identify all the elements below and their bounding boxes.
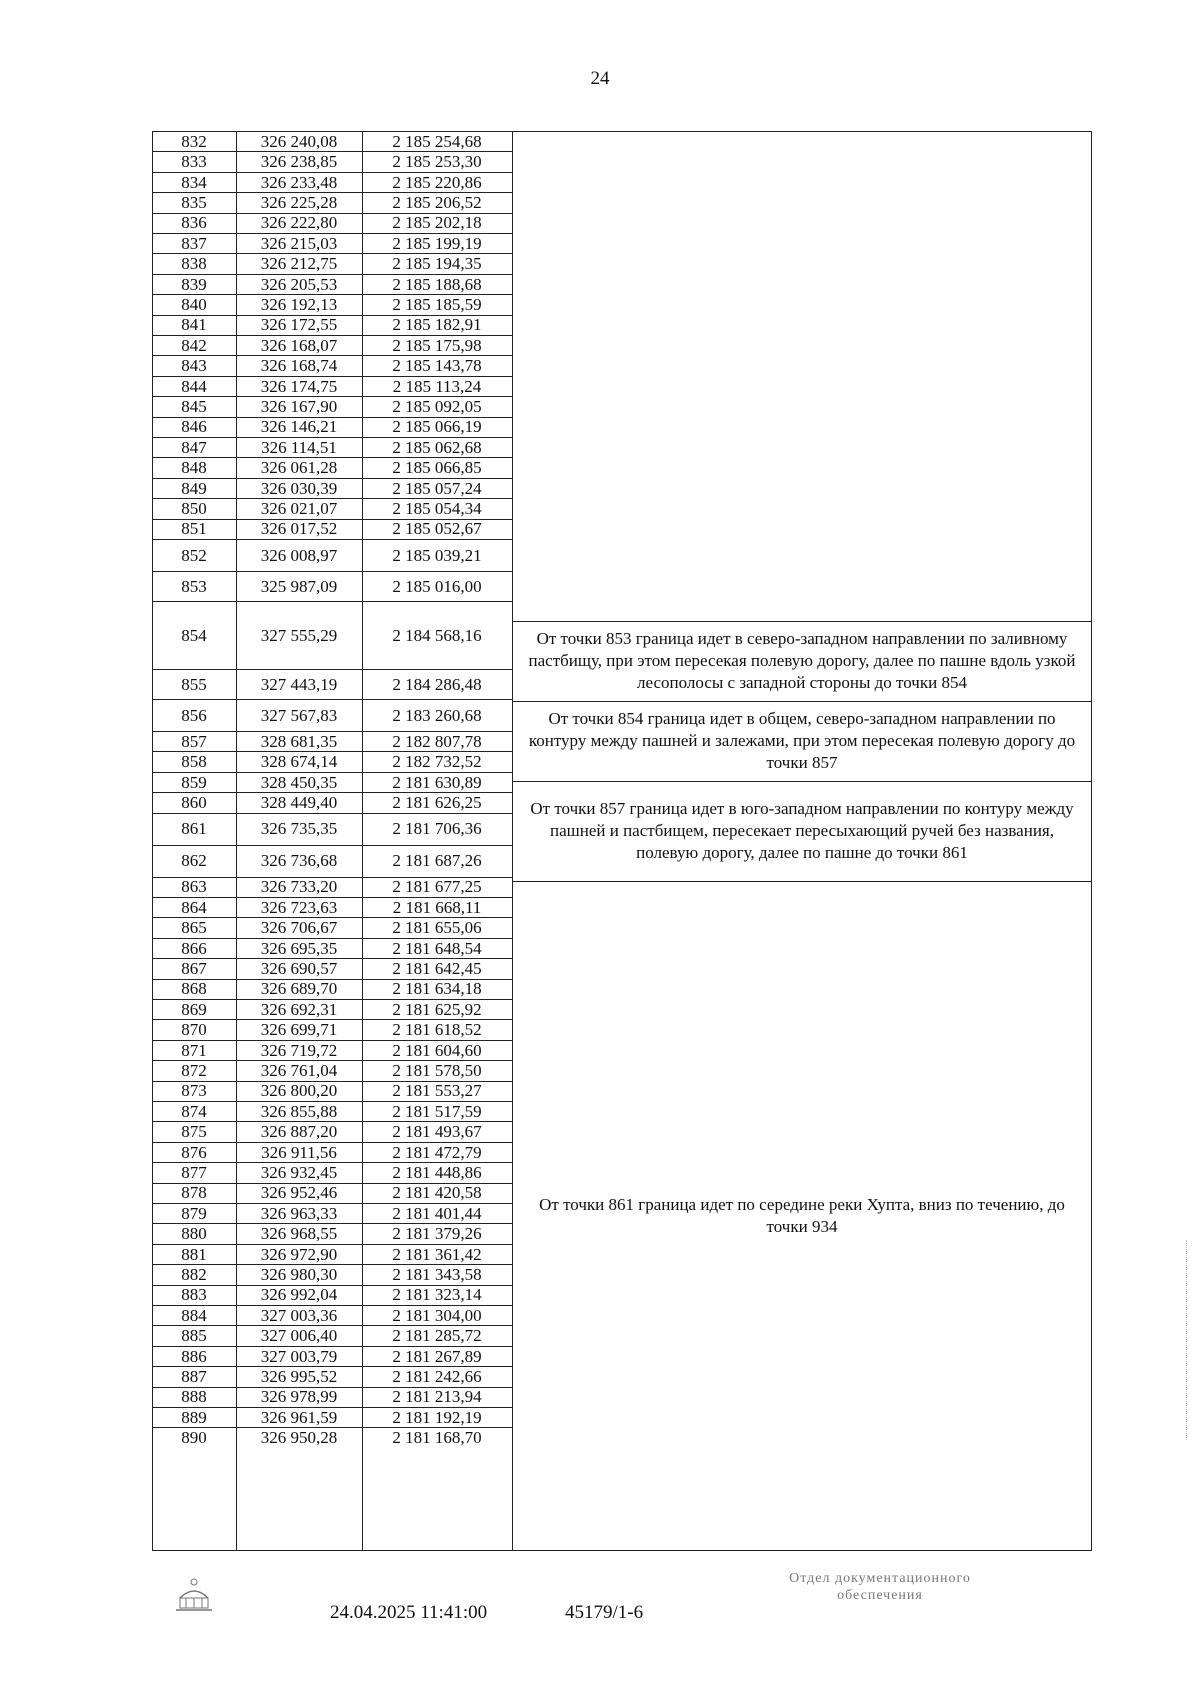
coordinate-y: 2 185 016,00 [392, 576, 482, 596]
point-number: 863 [181, 877, 207, 897]
coordinate-y: 2 181 677,25 [392, 877, 482, 897]
description-861-934: От точки 861 граница идет по середине реки Хупта, вниз по течению, до точки 934 [539, 1194, 1065, 1236]
table-row [152, 355, 512, 375]
table-row [152, 1305, 512, 1325]
coordinate-x: 326 689,70 [260, 979, 338, 999]
coordinate-y: 2 185 062,68 [392, 437, 482, 457]
point-number: 871 [181, 1040, 207, 1060]
point-number: 853 [181, 576, 207, 596]
coordinate-x: 326 061,28 [260, 458, 338, 478]
point-number: 887 [181, 1366, 207, 1386]
coordinate-y: 2 181 668,11 [392, 897, 482, 917]
coordinate-x: 326 855,88 [260, 1101, 338, 1121]
coordinate-x: 326 887,20 [260, 1122, 338, 1142]
coordinate-x: 326 692,31 [260, 999, 338, 1019]
point-number: 879 [181, 1203, 207, 1223]
table-row [152, 1285, 512, 1305]
coordinate-x: 326 192,13 [260, 294, 338, 314]
point-number: 865 [181, 918, 207, 938]
coordinate-y: 2 181 630,89 [392, 772, 482, 792]
point-number: 848 [181, 458, 207, 478]
point-number: 850 [181, 498, 207, 518]
coordinate-x: 326 706,67 [260, 918, 338, 938]
coordinate-y: 2 181 304,00 [392, 1305, 482, 1325]
coordinate-x: 326 215,03 [260, 233, 338, 253]
point-number: 854 [181, 625, 207, 645]
coordinate-y: 2 181 517,59 [392, 1101, 482, 1121]
table-row [152, 938, 512, 958]
point-number: 839 [181, 274, 207, 294]
point-number: 869 [181, 999, 207, 1019]
point-number: 881 [181, 1244, 207, 1264]
coordinate-y: 2 181 401,44 [392, 1203, 482, 1223]
table-row [152, 999, 512, 1019]
table-row [152, 192, 512, 212]
coordinate-y: 2 181 706,36 [392, 819, 482, 839]
coordinate-x: 326 695,35 [260, 938, 338, 958]
coordinate-x: 326 995,52 [260, 1366, 338, 1386]
table-row [152, 1060, 512, 1080]
coordinate-x: 326 168,07 [260, 335, 338, 355]
coordinate-x: 326 225,28 [260, 192, 338, 212]
point-number: 877 [181, 1162, 207, 1182]
coordinate-y: 2 185 206,52 [392, 192, 482, 212]
table-row [152, 1081, 512, 1101]
coordinate-y: 2 185 113,24 [392, 376, 482, 396]
point-number: 885 [181, 1326, 207, 1346]
coordinate-x: 326 972,90 [260, 1244, 338, 1264]
point-number: 861 [181, 819, 207, 839]
point-number: 883 [181, 1285, 207, 1305]
point-number: 875 [181, 1122, 207, 1142]
coordinate-x: 326 212,75 [260, 254, 338, 274]
coordinate-y: 2 185 066,85 [392, 458, 482, 478]
coordinate-x: 327 567,83 [260, 705, 338, 725]
coordinate-x: 326 238,85 [260, 152, 338, 172]
coordinate-x: 327 003,36 [260, 1305, 338, 1325]
point-number: 855 [181, 674, 207, 694]
point-number: 889 [181, 1407, 207, 1427]
point-number: 873 [181, 1081, 207, 1101]
point-number: 834 [181, 172, 207, 192]
table-row [152, 1121, 512, 1141]
table-row [152, 335, 512, 355]
footer-doc-number: 45179/1-6 [565, 1602, 644, 1623]
coordinate-x: 326 961,59 [260, 1407, 338, 1427]
column-divider-x [362, 131, 363, 1551]
point-number: 844 [181, 376, 207, 396]
table-row [152, 1407, 512, 1427]
coordinate-x: 326 168,74 [260, 356, 338, 376]
coordinate-y: 2 181 655,06 [392, 918, 482, 938]
point-number: 851 [181, 519, 207, 539]
point-number: 845 [181, 396, 207, 416]
coordinates-table [152, 131, 1092, 1551]
table-row [152, 669, 512, 699]
coordinate-x: 326 008,97 [260, 545, 338, 565]
coordinate-y: 2 185 188,68 [392, 274, 482, 294]
point-number: 874 [181, 1101, 207, 1121]
table-row [152, 519, 512, 539]
coordinate-x: 326 761,04 [260, 1060, 338, 1080]
table-row [152, 845, 512, 877]
coordinate-x: 326 978,99 [260, 1387, 338, 1407]
column-divider-number [236, 131, 237, 1551]
table-row [152, 172, 512, 192]
point-number: 841 [181, 315, 207, 335]
coordinate-y: 2 181 285,72 [392, 1326, 482, 1346]
point-number: 862 [181, 851, 207, 871]
point-number: 886 [181, 1346, 207, 1366]
coordinate-x: 326 952,46 [260, 1183, 338, 1203]
coordinate-x: 326 114,51 [261, 437, 337, 457]
table-row [152, 1223, 512, 1243]
point-number: 846 [181, 417, 207, 437]
point-number: 833 [181, 152, 207, 172]
coordinate-x: 328 449,40 [260, 792, 338, 812]
coordinate-y: 2 185 092,05 [392, 396, 482, 416]
coordinate-x: 327 006,40 [260, 1326, 338, 1346]
point-number: 860 [181, 792, 207, 812]
table-row [152, 897, 512, 917]
margin-scan-marks [1186, 1240, 1189, 1440]
point-number: 832 [181, 131, 207, 151]
table-row [152, 1142, 512, 1162]
coordinate-y: 2 181 625,92 [392, 999, 482, 1019]
table-border-left [152, 131, 153, 1551]
table-row [152, 417, 512, 437]
coordinate-y: 2 185 057,24 [392, 478, 482, 498]
coordinate-y: 2 183 260,68 [392, 705, 482, 725]
table-row [152, 151, 512, 171]
coordinate-x: 326 205,53 [260, 274, 338, 294]
table-row [152, 213, 512, 233]
page-number: 24 [590, 68, 610, 89]
table-row [152, 539, 512, 571]
table-row [152, 958, 512, 978]
coordinate-y: 2 185 175,98 [392, 335, 482, 355]
point-number: 836 [181, 213, 207, 233]
coordinate-x: 326 963,33 [260, 1203, 338, 1223]
coordinate-y: 2 185 039,21 [392, 545, 482, 565]
coordinate-x: 328 674,14 [260, 752, 338, 772]
coordinate-x: 326 222,80 [260, 213, 338, 233]
coordinate-x: 326 736,68 [260, 851, 338, 871]
coordinate-x: 326 240,08 [260, 131, 338, 151]
coordinate-y: 2 185 199,19 [392, 233, 482, 253]
table-row [152, 813, 512, 845]
table-row [152, 601, 512, 669]
coordinate-x: 326 174,75 [260, 376, 338, 396]
point-number: 878 [181, 1183, 207, 1203]
coordinate-y: 2 184 568,16 [392, 625, 482, 645]
coordinate-y: 2 185 066,19 [392, 417, 482, 437]
coordinate-y: 2 181 626,25 [392, 792, 482, 812]
point-number: 856 [181, 705, 207, 725]
stamp-line-2: обеспечения [837, 1587, 923, 1603]
coordinate-x: 327 003,79 [260, 1346, 338, 1366]
table-row [152, 396, 512, 416]
coordinate-y: 2 181 578,50 [392, 1060, 482, 1080]
table-row [152, 1346, 512, 1366]
coordinate-y: 2 185 220,86 [392, 172, 482, 192]
coordinate-y: 2 185 202,18 [392, 213, 482, 233]
table-row [152, 917, 512, 937]
coordinate-y: 2 181 213,94 [392, 1387, 482, 1407]
coordinate-x: 326 030,39 [260, 478, 338, 498]
coordinate-y: 2 181 420,58 [392, 1183, 482, 1203]
coordinate-y: 2 184 286,48 [392, 674, 482, 694]
coordinate-y: 2 181 634,18 [392, 979, 482, 999]
point-number: 868 [181, 979, 207, 999]
coordinate-x: 326 980,30 [260, 1264, 338, 1284]
coordinate-y: 2 181 168,70 [392, 1428, 482, 1448]
table-row [152, 1203, 512, 1223]
table-row [152, 437, 512, 457]
table-row [152, 1040, 512, 1060]
coordinate-x: 326 021,07 [260, 498, 338, 518]
point-number: 847 [181, 437, 207, 457]
table-row [152, 315, 512, 335]
coordinate-y: 2 182 807,78 [392, 731, 482, 751]
coordinate-x: 326 690,57 [260, 958, 338, 978]
table-row [152, 877, 512, 897]
coordinate-x: 328 681,35 [260, 731, 338, 751]
point-number: 888 [181, 1387, 207, 1407]
coordinate-y: 2 181 472,79 [392, 1142, 482, 1162]
description-857-861: От точки 857 граница идет в юго-западном направлении по контуру между пашней и пастбищем, пересекает пересыхающий ручей без названия, полевую дорогу, далее по пашне до точки 861 [530, 798, 1074, 863]
coordinate-y: 2 181 604,60 [392, 1040, 482, 1060]
coordinate-y: 2 185 253,30 [392, 152, 482, 172]
coordinate-y: 2 185 052,67 [392, 519, 482, 539]
coordinate-y: 2 185 254,68 [392, 131, 482, 151]
coordinate-x: 326 968,55 [260, 1224, 338, 1244]
point-number: 849 [181, 478, 207, 498]
coordinate-x: 326 992,04 [260, 1285, 338, 1305]
table-row [152, 1183, 512, 1203]
stamp-line-1: Отдел документационного [789, 1571, 971, 1586]
org-logo-icon [172, 1576, 216, 1616]
point-number: 867 [181, 958, 207, 978]
point-number: 890 [181, 1428, 207, 1448]
coordinate-x: 328 450,35 [260, 772, 338, 792]
coordinate-x: 326 723,63 [260, 897, 338, 917]
table-row [152, 253, 512, 273]
coordinate-y: 2 181 687,26 [392, 851, 482, 871]
point-number: 858 [181, 752, 207, 772]
table-row [152, 457, 512, 477]
table-row [152, 274, 512, 294]
point-number: 872 [181, 1060, 207, 1080]
point-number: 864 [181, 897, 207, 917]
table-row [152, 1162, 512, 1182]
table-row [152, 1264, 512, 1284]
coordinate-x: 326 950,28 [260, 1428, 338, 1448]
point-number: 843 [181, 356, 207, 376]
coordinate-x: 327 555,29 [260, 625, 338, 645]
table-row [152, 498, 512, 518]
point-number: 884 [181, 1305, 207, 1325]
description-column [512, 131, 1092, 1551]
coordinate-x: 326 172,55 [260, 315, 338, 335]
point-number: 882 [181, 1264, 207, 1284]
department-stamp [735, 1571, 1025, 1605]
point-number: 835 [181, 192, 207, 212]
coordinate-y: 2 182 732,52 [392, 752, 482, 772]
coordinate-y: 2 181 323,14 [392, 1285, 482, 1305]
coordinate-y: 2 181 648,54 [392, 938, 482, 958]
coordinate-x: 326 233,48 [260, 172, 338, 192]
coordinate-y: 2 181 242,66 [392, 1366, 482, 1386]
coordinate-y: 2 181 493,67 [392, 1122, 482, 1142]
table-row [152, 731, 512, 751]
point-number: 842 [181, 335, 207, 355]
coordinate-x: 326 167,90 [260, 396, 338, 416]
point-number: 838 [181, 254, 207, 274]
table-row [152, 1366, 512, 1386]
coordinate-y: 2 181 379,26 [392, 1224, 482, 1244]
table-row [152, 1244, 512, 1264]
table-row [152, 1101, 512, 1121]
coordinate-x: 326 017,52 [260, 519, 338, 539]
point-number: 880 [181, 1224, 207, 1244]
coordinate-y: 2 181 448,86 [392, 1162, 482, 1182]
coordinate-x: 326 911,56 [261, 1142, 337, 1162]
description-853-854: От точки 853 граница идет в северо-западном направлении по заливному пастбищу, при этом пересекая полевую дорогу, далее по пашне вдоль узкой лесополосы с западной стороны до точки 854 [528, 628, 1076, 693]
point-number: 876 [181, 1142, 207, 1162]
coordinate-x: 327 443,19 [260, 674, 338, 694]
table-row [152, 979, 512, 999]
table-row [152, 751, 512, 771]
coordinate-x: 325 987,09 [260, 576, 338, 596]
table-row [152, 478, 512, 498]
coordinate-y: 2 181 267,89 [392, 1346, 482, 1366]
table-row [152, 699, 512, 731]
coordinate-x: 326 800,20 [260, 1081, 338, 1101]
table-row [152, 1427, 512, 1447]
table-row [152, 792, 512, 812]
table-row [152, 131, 512, 151]
table-row [152, 772, 512, 792]
point-number: 866 [181, 938, 207, 958]
coordinate-y: 2 181 618,52 [392, 1020, 482, 1040]
table-row [152, 233, 512, 253]
point-number: 837 [181, 233, 207, 253]
coordinate-x: 326 735,35 [260, 819, 338, 839]
coordinate-x: 326 932,45 [260, 1162, 338, 1182]
table-row [152, 1387, 512, 1407]
footer-datetime: 24.04.2025 11:41:00 [330, 1602, 488, 1623]
coordinate-y: 2 181 192,19 [392, 1407, 482, 1427]
coordinate-y: 2 185 185,59 [392, 294, 482, 314]
description-854-857: От точки 854 граница идет в общем, северо-западном направлении по контуру между пашней и залежами, при этом пересекая полевую дорогу до точки 857 [528, 708, 1076, 773]
coordinate-y: 2 185 054,34 [392, 498, 482, 518]
coordinate-y: 2 185 143,78 [392, 356, 482, 376]
coordinate-x: 326 699,71 [260, 1020, 338, 1040]
coordinate-x: 326 733,20 [260, 877, 338, 897]
coordinate-y: 2 181 361,42 [392, 1244, 482, 1264]
coordinate-y: 2 181 553,27 [392, 1081, 482, 1101]
point-number: 857 [181, 731, 207, 751]
coordinate-y: 2 185 194,35 [392, 254, 482, 274]
coordinate-y: 2 181 642,45 [392, 958, 482, 978]
point-number: 870 [181, 1020, 207, 1040]
point-number: 852 [181, 545, 207, 565]
table-row [152, 376, 512, 396]
point-number: 859 [181, 772, 207, 792]
table-row [152, 294, 512, 314]
coordinate-x: 326 719,72 [260, 1040, 338, 1060]
table-row [152, 1019, 512, 1039]
table-row [152, 1325, 512, 1345]
coordinate-y: 2 181 343,58 [392, 1264, 482, 1284]
coordinate-y: 2 185 182,91 [392, 315, 482, 335]
coordinate-x: 326 146,21 [260, 417, 338, 437]
point-number: 840 [181, 294, 207, 314]
table-row [152, 571, 512, 601]
